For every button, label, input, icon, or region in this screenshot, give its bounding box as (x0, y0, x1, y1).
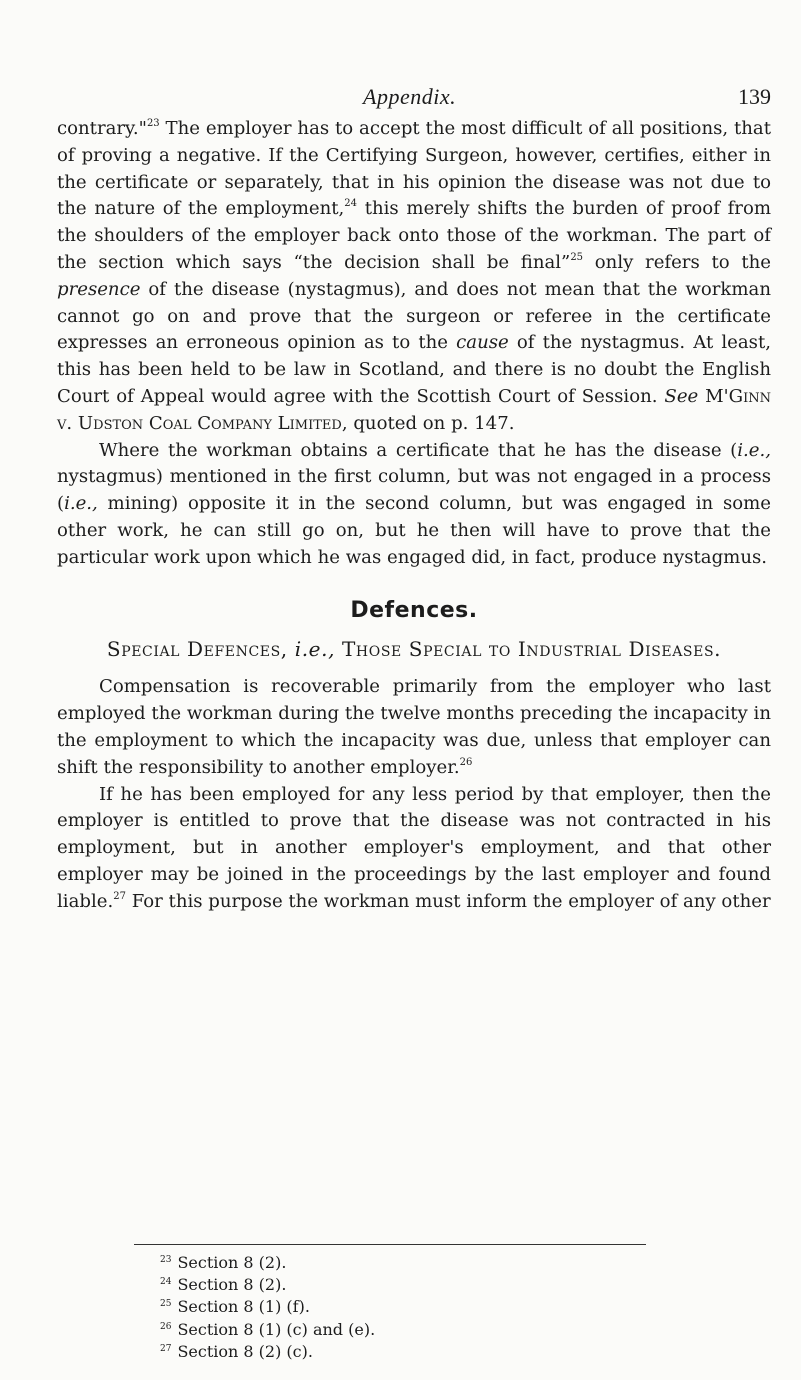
italic-text: cause (456, 332, 509, 354)
footnote (160, 1296, 375, 1318)
text-run: contrary." (57, 118, 147, 139)
footnote-text: Section 8 (1) (c) and (e). (177, 1319, 376, 1339)
footnote-text: Section 8 (1) (f). (177, 1297, 310, 1317)
text-run: nystagmus) mentioned in the first column, but was not engaged in a process ( (57, 466, 771, 515)
footnote-number: 25 (160, 1299, 172, 1310)
paragraph-2 (57, 438, 771, 572)
paragraph-1 (57, 116, 771, 438)
footnote (160, 1341, 375, 1363)
text-run: Compensation is recoverable primarily from the employer who last employed the workman during the twelve months preceding the incapacity in the employment to which the incapacity was due, unless that employer can shift the responsibility to another employer. (57, 676, 771, 778)
page-body (57, 116, 771, 916)
footnote-ref: 25 (570, 251, 584, 263)
footnote (160, 1274, 375, 1296)
text-run: of the nystagmus. At least, this has been held to be law in Scotland, and there is no doubt the English Court of Appeal would agree with the Scottish Court of Session. (57, 332, 771, 407)
italic-text: See (664, 385, 699, 407)
page-number: 139 (738, 84, 771, 109)
footnote-number: 23 (160, 1255, 172, 1265)
text-run: this merely shifts the burden of proof from the shoulders of the employer back onto those of the workman. The part of the section which says “the decision shall be final” (57, 198, 771, 273)
text-run: only refers to the (583, 251, 771, 273)
text-run: quoted on p. 147. (347, 412, 515, 434)
footnote-ref: 26 (459, 756, 473, 768)
footnote-text: Section 8 (2). (177, 1275, 287, 1295)
text-run: For this purpose the workman must inform the employer of any other (125, 890, 771, 912)
footnotes (160, 1252, 375, 1363)
running-header (0, 84, 801, 110)
section-subheading (57, 636, 771, 662)
text-run: The employer has to accept the most difficult of all positions, that of proving a negative. If the Certifying Surgeon, however, certifies, either in the certificate or separately, that in his opinion the disease was not due to the nature of the employment, (57, 118, 771, 220)
footnote (160, 1319, 375, 1341)
paragraph-4 (57, 782, 771, 916)
text-run: Those Special to Industrial Diseases. (335, 637, 722, 662)
footnote-ref: 27 (113, 890, 126, 902)
footnote-number: 27 (160, 1343, 172, 1354)
case-name: M'Ginn v. Udston Coal Company Limited, (57, 385, 771, 434)
text-run: If he has been employed for any less period by that employer, then the employer is entitled to prove that the disease was not contracted in his employment, but in another employer's employment, and that other employer may be joined in the proceedings by the last employer and found liable. (57, 783, 771, 912)
italic-text: presence (57, 278, 141, 300)
footnote-number: 24 (160, 1277, 172, 1288)
text-run: mining) opposite it in the second column, but was engaged in some other work, he can still go on, but he then will have to prove that the particular work upon which he was engaged did, in fact, produce nystagmus. (57, 493, 771, 568)
footnote-text: Section 8 (2). (177, 1253, 287, 1272)
footnote-ref: 23 (146, 118, 160, 129)
running-title: Appendix. (363, 84, 457, 109)
paragraph-3 (57, 674, 771, 781)
section-heading: Defences. (350, 597, 478, 623)
footnote-number: 26 (160, 1321, 172, 1332)
footnote-divider (134, 1244, 646, 1245)
footnote (160, 1252, 375, 1274)
footnote-text: Section 8 (2) (c). (177, 1341, 313, 1361)
italic-text: i.e., (294, 637, 336, 662)
text-run: of the disease (nystagmus), and does not mean that the workman cannot go on and prove that the surgeon or referee in the certificate expresses an erroneous opinion as to the (57, 278, 771, 354)
text-run: Special Defences, (106, 637, 295, 662)
italic-text: i.e., (737, 439, 771, 461)
footnote-ref: 24 (344, 198, 358, 210)
italic-text: i.e., (64, 493, 98, 515)
text-run: Where the workman obtains a certificate that he has the disease ( (99, 439, 738, 461)
